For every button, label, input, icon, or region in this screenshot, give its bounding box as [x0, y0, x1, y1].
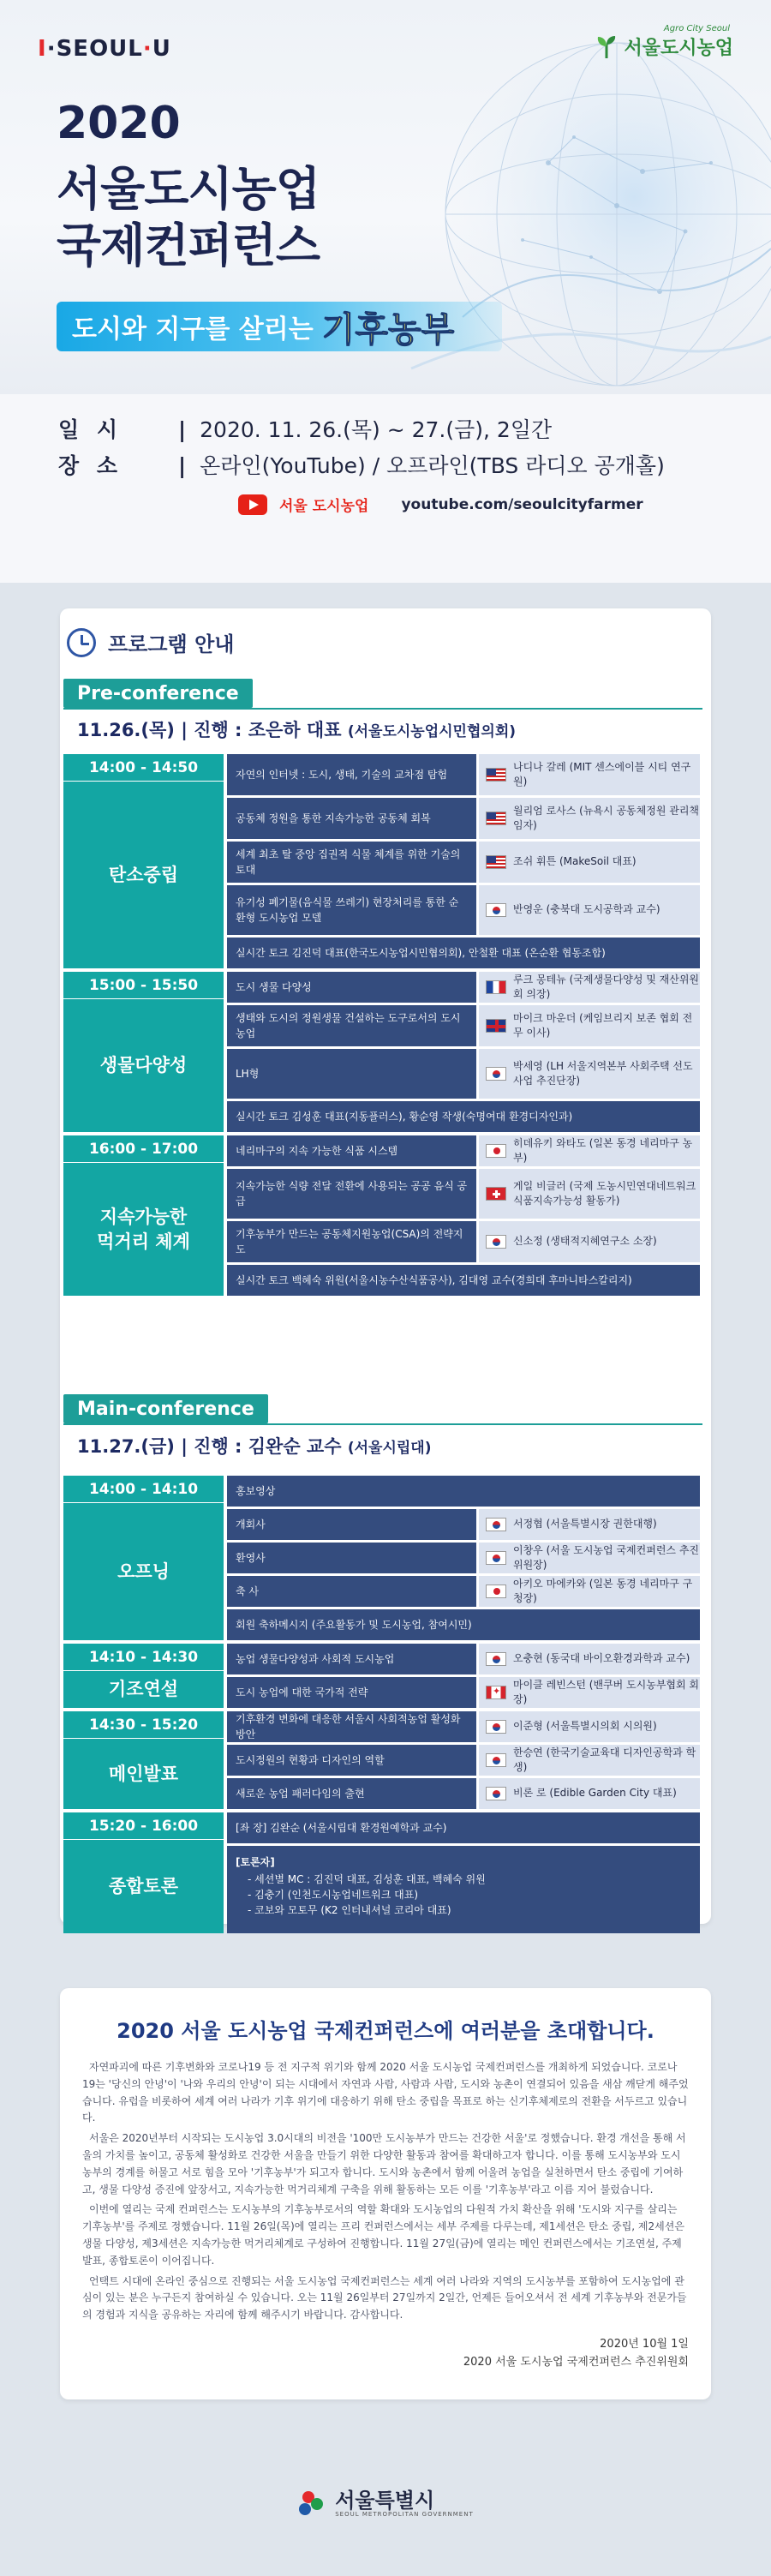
topic: 회원 축하메시지 (주요활동가 및 도시농업, 참여시민)	[227, 1609, 700, 1640]
speaker	[479, 754, 700, 795]
conference-year: 2020	[57, 98, 181, 149]
session-time: 16:00 - 17:00	[63, 1135, 224, 1163]
i-seoul-u-logo	[38, 36, 171, 62]
speaker	[479, 1135, 700, 1166]
list-item: - 코보와 모토무 (K2 인터내셔널 코리아 대표)	[248, 1904, 451, 1916]
session-time: 15:00 - 15:50	[63, 972, 224, 999]
session-host-org: (서울시립대)	[347, 1440, 432, 1457]
session-cell	[63, 1644, 224, 1708]
program-row	[227, 798, 700, 839]
logo-seoul: SEOUL	[56, 36, 143, 62]
speaker-name: 한승연 (한국기술교육대 디자인공학과 학생)	[513, 1746, 696, 1773]
topic: 농업 생물다양성과 사회적 도시농업	[227, 1644, 476, 1674]
program-row	[227, 1265, 700, 1296]
seoul-urban-agriculture-logo	[595, 24, 733, 60]
logo-i: I	[38, 36, 47, 62]
topic: 생태와 도시의 정원생물 건설하는 도구로서의 도시 농업	[227, 1005, 476, 1046]
divider: |	[178, 417, 187, 442]
topic: 도시정원의 현황과 디자인의 역할	[227, 1745, 476, 1776]
date-value: 2020. 11. 26.(목) ~ 27.(금), 2일간	[200, 417, 553, 442]
program-row	[227, 1005, 700, 1046]
event-info	[0, 394, 771, 583]
speaker-name: 월리엄 로사스 (뉴욕시 공동체정원 관리책임자)	[513, 804, 700, 831]
session-time: 14:30 - 15:20	[63, 1711, 224, 1739]
session-cell	[63, 754, 224, 968]
speaker	[479, 1221, 700, 1262]
speaker	[479, 842, 700, 883]
session-cell	[63, 1812, 224, 1933]
slogan-banner	[57, 302, 502, 351]
conference-title-line1: 서울도시농업	[57, 162, 320, 216]
divider	[63, 708, 702, 710]
invitation-paragraph: 자연파괴에 따른 기후변화와 코로나19 등 전 지구적 위기와 함께 2020 서울 도시농업 국제컨퍼런스를 개최하게 되었습니다. 코로나19는 '당신의 안녕'이 '나와 우리의 안녕'이 되는 시대에서 자연과 사람, 사람과 사람, 도시와 농촌이 연결되어 있음을 새삼 깨닫게 해주었습니다. 유럽을 비롯하여 세계 여러 나라가 기후 위기에 대응하기 위해 탄소 중립을 목표로 하는 신기후체제로의 전환을 서두르고 있습니다.	[82, 2061, 689, 2124]
live-talk: 실시간 토크 백혜숙 위원(서울시농수산식품공사), 김대영 교수(경희대 후마니타스칼리지)	[227, 1265, 700, 1296]
kr-flag-icon	[486, 1753, 506, 1767]
invitation-title: 2020 서울 도시농업 국제컨퍼런스에 여러분을 초대합니다.	[117, 2019, 654, 2043]
speaker	[479, 1543, 700, 1573]
session-host: 11.27.(금) | 진행 : 김완순 교수	[77, 1436, 342, 1457]
topic: LH형	[227, 1049, 476, 1099]
program-card	[60, 608, 711, 1924]
program-row	[227, 1778, 700, 1809]
session-cell	[63, 1476, 224, 1640]
speaker	[479, 1745, 700, 1776]
invitation-paragraph: 이번에 열리는 국제 컨퍼런스는 도시농부의 기후농부로서의 역할 확대와 도시농업의 다원적 가치 확산을 위해 '도시와 지구를 살리는 기후농부'를 주제로 정했습니다. 11월 26일(목)에 열리는 프리 컨퍼런스에서는 세부 주제를 다루는데, 제1세션은 탄소 중립, 제2세션은 생물 다양성, 제3세션은 지속가능한 먹거리체계로 구성하여 진행합니다. 11월 27일(금)에 열리는 메인 컨퍼런스에서는 기조연설, 주제발표, 종합토론이 이어집니다.	[82, 2203, 684, 2267]
session-time: 14:00 - 14:50	[63, 754, 224, 782]
program-row	[227, 1576, 700, 1607]
program-row	[227, 1846, 700, 1933]
main-session-info	[77, 1433, 431, 1459]
program-row	[227, 1677, 700, 1708]
speaker-name: 박세영 (LH 서울지역본부 사회주택 선도사업 추진단장)	[513, 1059, 693, 1087]
kr-flag-icon	[486, 1787, 506, 1800]
kr-flag-icon	[486, 1518, 506, 1531]
moderator: [좌 장] 김완순 (서울시립대 환경원예학과 교수)	[227, 1812, 700, 1843]
logo-sep: ·	[46, 36, 57, 62]
program-row	[227, 1543, 700, 1573]
program-row	[227, 1221, 700, 1262]
speaker	[479, 1778, 700, 1809]
logo-name: 서울도시농업	[624, 38, 733, 59]
session-name: 생물다양성	[99, 1055, 188, 1076]
us-flag-icon	[486, 768, 506, 782]
slogan-highlight: 기후농부	[321, 309, 455, 350]
conference-title-line2: 국제컨퍼런스	[57, 219, 320, 273]
youtube-channel: 서울 도시농업	[279, 498, 369, 515]
program-block	[63, 1644, 700, 1708]
invitation-paragraph: 언택트 시대에 온라인 중심으로 진행되는 서울 도시농업 국제컨퍼런스는 세계 여러 나라와 지역의 도시농부를 포함하여 도시농업에 관심이 있는 분은 누구든지 참여하실 수 있습니다. 오는 11월 26일부터 27일까지 2일간, 언제든 들어오셔서 전 세계 기후농부와 전문가들의 경험과 지식을 공유하는 자리에 함께 해주시기 바랍니다. 감사합니다.	[82, 2274, 687, 2321]
slogan-text: 도시와 지구를 살리는	[72, 315, 314, 344]
speaker-name: 이창우 (서울 도시농업 국제컨퍼런스 추진위원장)	[513, 1543, 700, 1571]
letter-date: 2020년 10월 1일	[600, 2337, 689, 2351]
session-host: 11.26.(목) | 진행 : 조은하 대표	[77, 720, 342, 740]
kr-flag-icon	[486, 903, 506, 917]
kr-flag-icon	[486, 1235, 506, 1249]
session-name: 기조연설	[108, 1679, 179, 1700]
topic: 지속가능한 식량 전달 전환에 사용되는 공공 음식 공급	[227, 1169, 476, 1219]
topic: 홍보영상	[227, 1476, 700, 1507]
program-block	[63, 754, 700, 968]
program-row	[227, 842, 700, 883]
program-row	[227, 972, 700, 1003]
invitation-paragraph: 서울은 2020년부터 시작되는 도시농업 3.0시대의 비전을 '100만 도시농부가 만드는 건강한 서울'로 정했습니다. 환경 개선을 통해 서울의 가치를 높이고, 공동체 활성화로 건강한 서울을 만들기 위한 다양한 활동과 참여를 확대하고자 합니다. 이를 통해 도시농부와 도시농부의 경계를 허물고 서로 힘을 모아 '기후농부'가 되고자 합니다. 도시와 농촌에서 함께 어울려 농업을 실천하면서 탄소 중립에 기여하고, 생물 다양성 증진에 앞장서고, 지속가능한 먹거리체계 구축을 위해 활동하는 모든 이를 '기후농부'라고 이름 지어 불렀습니다.	[82, 2132, 686, 2196]
letter-sender: 2020 서울 도시농업 국제컨퍼런스 추진위원회	[463, 2355, 689, 2369]
ca-flag-icon	[486, 1686, 506, 1699]
speaker-name: 게일 비글러 (국제 도농시민연대네트워크 식품지속가능성 활동가)	[513, 1179, 696, 1207]
session-name: 지속가능한 먹거리 체계	[97, 1207, 190, 1252]
kr-flag-icon	[486, 1720, 506, 1734]
pre-conference-tab: Pre-conference	[63, 679, 253, 708]
panelist-heading: [토론자]	[236, 1856, 275, 1868]
speaker-name: 오충현 (동국대 바이오환경과학과 교수)	[513, 1652, 690, 1665]
session-name: 탄소중립	[108, 864, 179, 885]
program-row	[227, 938, 700, 968]
topic: 네리마구의 지속 가능한 식품 시스템	[227, 1135, 476, 1166]
program-row	[227, 1476, 700, 1507]
program-block	[63, 972, 700, 1132]
program-row	[227, 1049, 700, 1099]
program-row	[227, 885, 700, 935]
footer-sub: SEOUL METROPOLITAN GOVERNMENT	[335, 2511, 474, 2518]
session-cell	[63, 972, 224, 1132]
speaker	[479, 1049, 700, 1099]
speaker	[479, 1005, 700, 1046]
session-time: 14:10 - 14:30	[63, 1644, 224, 1671]
pre-session-info	[77, 716, 516, 742]
program-row	[227, 1644, 700, 1674]
youtube-icon	[238, 494, 267, 515]
session-name: 메인발표	[108, 1763, 179, 1784]
date-row	[58, 413, 771, 449]
uk-flag-icon	[486, 1019, 506, 1033]
session-host-org: (서울도시농업시민협의회)	[347, 723, 517, 740]
session-cell	[63, 1135, 224, 1296]
main-conference-tab: Main-conference	[63, 1394, 268, 1423]
jp-flag-icon	[486, 1585, 506, 1598]
invitation-letter	[60, 1988, 711, 2399]
logo-sep: ·	[142, 36, 152, 62]
letter-signature	[82, 2336, 689, 2372]
kr-flag-icon	[486, 1551, 506, 1565]
speaker-name: 루크 몽테뉴 (국제생물다양성 및 재산위원회 의장)	[513, 973, 700, 1000]
speaker	[479, 1576, 700, 1607]
footer-logo	[0, 2489, 771, 2519]
program-block	[63, 1476, 700, 1640]
ch-flag-icon	[486, 1187, 506, 1201]
topic: 환영사	[227, 1543, 476, 1573]
panelist-list	[227, 1846, 700, 1933]
pre-program-table	[63, 754, 700, 1299]
topic: 도시 농업에 대한 국가적 전략	[227, 1677, 476, 1708]
topic: 세계 최초 탈 중앙 집권적 식물 체계를 위한 기술의 토대	[227, 842, 476, 883]
live-talk: 실시간 토크 김성훈 대표(지동플러스), 황순영 작생(숙명여대 환경디자인과)	[227, 1101, 700, 1132]
place-row	[58, 449, 771, 485]
program-title	[67, 627, 234, 657]
speaker-name: 이준형 (서울특별시의회 시의원)	[513, 1720, 657, 1733]
live-talk: 실시간 토크 김진덕 대표(한국도시농업시민협의회), 안철환 대표 (온순환 협동조합)	[227, 938, 700, 968]
divider	[63, 1423, 702, 1425]
speaker	[479, 1169, 700, 1219]
speaker-name: 아키오 마에카와 (일본 동경 네리마구 구청장)	[513, 1577, 693, 1604]
program-title-text: 프로그램 안내	[108, 632, 235, 656]
sprout-icon	[595, 34, 619, 60]
us-flag-icon	[486, 812, 506, 825]
hero-banner	[0, 0, 771, 394]
speaker-name: 히데유키 와타도 (일본 동경 네리마구 농부)	[513, 1136, 693, 1164]
session-time: 15:20 - 16:00	[63, 1812, 224, 1840]
topic: 자연의 인터넷 : 도시, 생태, 기술의 교차점 탐험	[227, 754, 476, 795]
speaker	[479, 798, 700, 839]
session-time: 14:00 - 14:10	[63, 1476, 224, 1503]
program-row	[227, 1745, 700, 1776]
session-cell	[63, 1711, 224, 1809]
place-label: 장 소	[58, 453, 123, 478]
speaker-name: 나디나 갈레 (MIT 센스에이블 시티 연구원)	[513, 760, 691, 788]
topic: 새로운 농업 패러다임의 출현	[227, 1778, 476, 1809]
program-block	[63, 1812, 700, 1933]
program-block	[63, 1135, 700, 1296]
speaker-name: 서정협 (서울특별시장 권한대행)	[513, 1518, 657, 1531]
logo-tagline: Agro City Seoul	[663, 24, 730, 33]
topic: 유기성 폐기물(음식물 쓰레기) 현장처리를 통한 순환형 도시농업 모델	[227, 885, 476, 935]
speaker	[479, 972, 700, 1003]
topic: 기후농부가 만드는 공동체지원농업(CSA)의 전략지도	[227, 1221, 476, 1262]
main-program-table	[63, 1476, 700, 1937]
clock-icon	[67, 628, 96, 657]
speaker	[479, 1509, 700, 1540]
kr-flag-icon	[486, 1067, 506, 1081]
footer-name: 서울특별시	[335, 2489, 435, 2513]
speaker-name: 마이클 레빈스턴 (밴쿠버 도시농부협회 회장)	[513, 1678, 700, 1705]
speaker-name: 조쉬 휘튼 (MakeSoil 대표)	[513, 855, 637, 868]
seoul-emblem-icon	[297, 2489, 326, 2519]
speaker-name: 마이크 마운더 (케임브리지 보존 협회 전무 이사)	[513, 1011, 693, 1039]
speaker-name: 비론 로 (Edible Garden City 대표)	[513, 1787, 677, 1800]
speaker	[479, 1711, 700, 1742]
list-item: - 김충기 (인천도시농업네트워크 대표)	[248, 1889, 419, 1901]
program-row	[227, 1609, 700, 1640]
topic: 개회사	[227, 1509, 476, 1540]
topic: 도시 생물 다양성	[227, 972, 476, 1003]
session-name: 종합토론	[108, 1876, 179, 1897]
date-label: 일 시	[58, 417, 123, 442]
program-row	[227, 1812, 700, 1843]
logo-u: U	[152, 36, 171, 62]
youtube-link[interactable]	[238, 494, 771, 515]
speaker	[479, 1677, 700, 1708]
speaker-name: 반영운 (충북대 도시공학과 교수)	[513, 903, 660, 916]
us-flag-icon	[486, 855, 506, 869]
program-row	[227, 1711, 700, 1742]
list-item: - 세션별 MC : 김진덕 대표, 김성훈 대표, 백혜숙 위원	[248, 1873, 486, 1885]
youtube-url[interactable]: youtube.com/seoulcityfarmer	[401, 495, 643, 513]
divider: |	[178, 453, 187, 478]
speaker	[479, 1644, 700, 1674]
program-row	[227, 1509, 700, 1540]
jp-flag-icon	[486, 1144, 506, 1158]
topic: 공동체 정원을 통한 지속가능한 공동체 회복	[227, 798, 476, 839]
kr-flag-icon	[486, 1652, 506, 1666]
place-value: 온라인(YouTube) / 오프라인(TBS 라디오 공개홀)	[200, 453, 665, 478]
program-block	[63, 1711, 700, 1809]
speaker-name: 신소정 (생태적지혜연구소 소장)	[513, 1235, 657, 1248]
program-row	[227, 1169, 700, 1219]
program-row	[227, 754, 700, 795]
speaker	[479, 885, 700, 935]
topic: 축 사	[227, 1576, 476, 1607]
topic: 기후환경 변화에 대응한 서울시 사회적농업 활성화 방안	[227, 1711, 476, 1742]
program-row	[227, 1101, 700, 1132]
program-row	[227, 1135, 700, 1166]
fr-flag-icon	[486, 980, 506, 994]
session-name: 오프닝	[117, 1561, 170, 1582]
